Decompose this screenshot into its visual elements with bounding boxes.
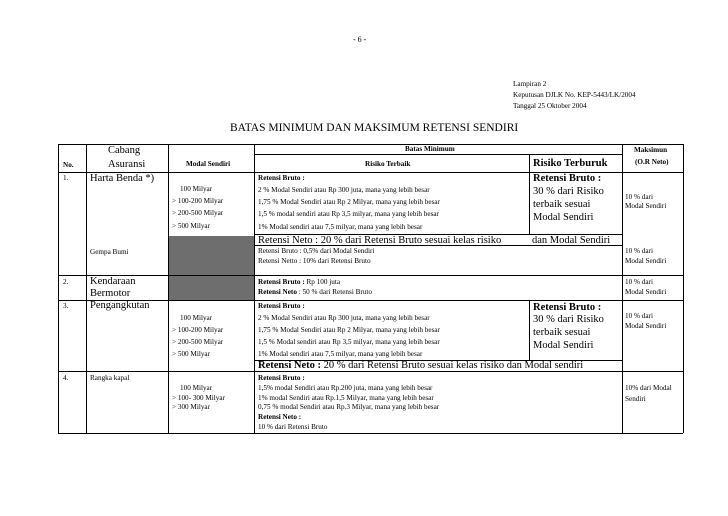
col-right-border [683,144,684,433]
header-modal-sendiri: Modal Sendiri [186,160,231,168]
row1-terbaik-2: 1,75 % Modal Sendiri atau Rp 2 Milyar, mana yang lebih besar [258,198,440,206]
row1-maks-1: 10 % dari [625,193,653,201]
row3-bruto-label: Retensi Bruto : [258,302,305,310]
row2-bruto-value: Rp 100 juta [304,278,341,286]
table-top-border [58,144,683,145]
col-modal-divider [254,144,255,433]
row4-line-3: 0,75 % modal Sendiri atau Rp.3 Milyar, mana yang lebih besar [258,403,440,411]
row4-line-1: 1,5% modal Sendiri atau Rp.200 juta, mana yang lebih besar [258,384,433,392]
row2-bruto [258,278,340,287]
row2-maks-1: 10 % dari [625,278,653,286]
row1-terburuk-4: Modal Sendiri [533,212,594,223]
row3-maks-1: 10 % dari [625,312,653,320]
row3-maks-2: Modal Sendiri [625,322,667,330]
header-cabang-line2: Asuransi [108,159,146,170]
row1-terbaik-3: 1,5 % modal sendiri atau Rp 3,5 milyar, mana yang lebih besar [258,210,439,218]
attachment-line2: Keputusan DJLK No. KEP-5443/LK/2004 [513,91,636,99]
row3-modal-2: > 100-200 Milyar [172,326,224,334]
row4-line-2: 1% modal Sendiri atau Rp.1,5 Milyar, mana yang lebih besar [258,394,434,402]
col-terbaik-divider-row3 [529,300,530,361]
row1-neto-line: Retensi Neto : 20 % dari Retensi Bruto sesuai kelas risiko [258,235,502,246]
row4-modal-2: > 100- 300 Milyar [172,394,225,402]
row3-neto [258,360,583,372]
row4-modal-3: > 300 Milyar [172,403,210,411]
row4-neto-value: 10 % dari Retensi Bruto [258,423,328,431]
row3-terburuk-1: Retensi Bruto : [533,302,602,313]
row4-modal-1: 100 Milyar [180,384,213,392]
col-terbaik-divider-header [529,154,530,172]
row4-cabang: Rangka kapal [90,374,130,382]
header-no: No. [63,161,74,169]
row3-modal-3: > 200-500 Milyar [172,338,224,346]
row2-bottom-border [58,300,683,301]
row4-no: 4. [63,374,69,382]
row4-maks-2: Sendiri [625,395,646,403]
row1b-line1: Retensi Bruto : 0,5% dari Modal Sendiri [258,247,375,255]
table-bottom-border [58,433,683,434]
attachment-line3: Tanggal 25 Oktober 2004 [513,102,587,110]
row2-bruto-label: Retensi Bruto : [258,278,305,286]
row1-no: 1. [63,174,69,182]
row2-neto [258,288,372,297]
header-divider [254,154,623,155]
shaded-cell-gempa [169,236,254,275]
row2-neto-value: : 50 % dari Retensi Bruto [296,288,372,296]
row3-neto-value: 20 % dari Retensi Bruto sesuai kelas risiko dan Modal sendiri [323,360,584,371]
row4-neto-label: Retensi Neto : [258,413,302,421]
row3-terburuk-4: Modal Sendiri [533,340,594,351]
header-risiko-terbaik: Risiko Terbaik [365,160,411,168]
row3-neto-label: Retensi Neto : [258,360,324,371]
row2-cabang-2: Bermotor [90,288,131,299]
row3-terbaik-1: 2 % Modal Sendiri atau Rp 300 juta, mana yang lebih besar [258,314,430,322]
header-maksimum-line2: (O.R Neto) [635,158,669,166]
row1-terburuk-1: Retensi Bruto : [533,173,602,184]
page-number: - 6 - [353,35,367,44]
col-no-divider [86,144,87,433]
row1-modal-2: > 100-200 Milyar [172,197,224,205]
row1b-maks-2: Modal Sendiri [625,257,667,265]
row2-no: 2. [63,278,69,286]
header-batas-minimum: Batas Minimum [405,145,455,153]
attachment-line1: Lampiran 2 [513,80,547,88]
row1b-line2: Retensi Netto : 10% dari Retensi Bruto [258,257,371,265]
row3-terburuk-3: terbaik sesuai [533,327,591,338]
row1-bottom-border [58,275,683,276]
row1-terbaik-4: 1% Modal sendiri atau 7,5 milyar, mana yang lebih besar [258,223,423,231]
row2-cabang-1: Kendaraan [90,276,136,287]
row3-terburuk-2: 30 % dari Risiko [533,314,604,325]
row1-cabang: Harta Benda *) [90,173,155,184]
row1-terburuk-2: 30 % dari Risiko [533,186,604,197]
row1-modal-3: > 200-500 Milyar [172,209,224,217]
row4-maks-1: 10% dari Modal [625,384,672,392]
row3-modal-4: > 500 Milyar [172,350,210,358]
header-risiko-terburuk: Risiko Terburuk [533,158,608,169]
shaded-cell-kendaraan [169,276,254,300]
row1-modal-1: 100 Milyar [180,185,213,193]
row1b-cabang: Gempa Bumi [90,248,129,256]
row3-terbaik-3: 1,5 % Modal sendiri atau Rp 3,5 milyar, mana yang lebih besar [258,338,440,346]
row3-terbaik-4: 1% Modal sendiri atau 7,5 milyar, mana yang lebih besar [258,350,423,358]
row3-terbaik-2: 1,75 % Modal Sendiri atau Rp 2 Milyar, mana yang lebih besar [258,326,440,334]
page-title: BATAS MINIMUM DAN MAKSIMUM RETENSI SENDIRI [230,122,519,134]
row2-maks-2: Modal Sendiri [625,288,667,296]
row1-maks-2: Modal Sendiri [625,202,667,210]
row1-neto-right: dan Modal Sendiri [532,235,611,246]
col-left-border [58,144,59,433]
col-maks-divider [622,144,623,433]
header-cabang-line1: Cabang [108,145,141,156]
header-maksimum-line1: Maksimun [634,146,668,154]
row1-terbaik-1: 2 % Modal Sendiri atau Rp 300 juta, mana yang lebih besar [258,186,430,194]
row3-no: 3. [63,302,69,310]
row3-cabang: Pengangkutan [90,300,150,311]
row1-modal-4: > 500 Milyar [172,222,210,230]
row1-bruto-label: Retensi Bruto : [258,174,305,182]
row3-modal-1: 100 Milyar [180,314,213,322]
row1-terburuk-3: terbaik sesuai [533,199,591,210]
row2-neto-label: Retensi Neto [258,288,297,296]
row4-bruto-label: Retensi Bruto : [258,374,305,382]
row1b-maks-1: 10 % dari [625,247,653,255]
